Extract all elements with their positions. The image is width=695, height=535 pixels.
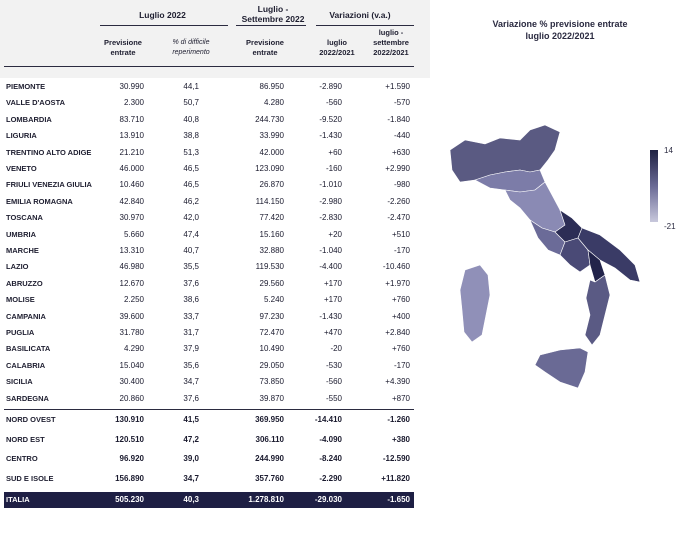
cell-prev-trim: 369.950 (255, 415, 284, 424)
cell-prev-trim: 86.950 (259, 82, 284, 91)
cell-prev-trim: 357.760 (255, 473, 284, 483)
cell-diff: 42,0 (183, 213, 199, 223)
cell-var-lug: -1.010 (319, 180, 342, 190)
cell-prev: 15.040 (119, 360, 144, 370)
cell-prev-trim: 123.090 (255, 164, 284, 173)
cell-var-trim: -980 (393, 180, 410, 190)
cell-prev-trim: 1.278.810 (248, 495, 284, 504)
cell-var-trim: +510 (391, 229, 410, 239)
cell-diff: 44,1 (183, 82, 199, 91)
map-legend-max: 14 (664, 146, 673, 155)
cell-var-trim: -1.650 (387, 495, 410, 504)
region-name: CENTRO (6, 454, 38, 463)
cell-var-trim: -2.260 (387, 196, 410, 206)
cell-diff: 41,5 (183, 415, 199, 424)
region-name: VENETO (6, 164, 37, 173)
cell-prev-trim: 72.470 (259, 328, 284, 337)
region-name: CALABRIA (6, 360, 46, 370)
map-title: Variazione % previsione entrate luglio 2022/2021 (492, 19, 628, 41)
cell-var-trim: -2.470 (387, 213, 410, 223)
cell-var-lug: -14.410 (314, 415, 342, 424)
region-name: TOSCANA (6, 213, 43, 223)
map-region-sicilia (535, 348, 588, 388)
cell-prev-trim: 306.110 (255, 434, 284, 444)
cell-prev: 120.510 (115, 434, 144, 444)
header-luglio-settembre-2022: Luglio - Settembre 2022 (241, 4, 305, 24)
cell-var-lug: -530 (325, 360, 342, 370)
table-separator (4, 409, 414, 410)
cell-prev: 21.210 (119, 147, 144, 157)
cell-var-lug: -1.040 (319, 246, 342, 255)
cell-var-trim: +760 (391, 295, 410, 305)
cell-prev: 30.970 (119, 213, 144, 223)
cell-var-lug: -1.430 (319, 131, 342, 141)
cell-prev: 10.460 (119, 180, 144, 190)
cell-var-lug: -560 (325, 98, 342, 108)
cell-var-trim: -170 (393, 360, 410, 370)
cell-prev: 4.290 (123, 344, 144, 354)
table-row (4, 95, 414, 111)
map-legend-gradient (650, 150, 658, 222)
header-underline-luglio (100, 25, 228, 26)
cell-var-trim: +760 (391, 344, 410, 354)
cell-var-lug: -2.290 (319, 473, 342, 483)
table-total-row (4, 492, 414, 508)
cell-var-trim: +2.840 (385, 328, 410, 337)
table-row (4, 112, 414, 128)
cell-prev-trim: 29.560 (259, 278, 284, 288)
table-row (4, 374, 414, 390)
cell-var-lug: -2.890 (319, 82, 342, 91)
region-name: PIEMONTE (6, 82, 46, 91)
cell-prev-trim: 39.870 (259, 393, 284, 403)
cell-prev: 12.670 (119, 278, 144, 288)
cell-var-lug: -2.980 (319, 196, 342, 206)
cell-var-lug: -4.090 (319, 434, 342, 444)
cell-var-lug: -8.240 (319, 454, 342, 463)
map-region-calabria (585, 275, 610, 345)
table-row (4, 292, 414, 308)
cell-var-lug: -1.430 (319, 311, 342, 321)
region-name: BASILICATA (6, 344, 51, 354)
table-row (4, 79, 414, 95)
cell-diff: 31,7 (183, 328, 199, 337)
cell-prev-trim: 26.870 (259, 180, 284, 190)
table-row (4, 210, 414, 226)
region-name: VALLE D'AOSTA (6, 98, 66, 108)
map-region-sardegna (460, 265, 490, 342)
cell-var-trim: -440 (393, 131, 410, 141)
cell-prev-trim: 33.990 (259, 131, 284, 141)
region-name: LAZIO (6, 262, 29, 272)
region-name: EMILIA ROMAGNA (6, 196, 73, 206)
cell-diff: 33,7 (183, 311, 199, 321)
table-row (4, 309, 414, 325)
cell-prev-trim: 5.240 (263, 295, 284, 305)
cell-diff: 37,6 (183, 278, 199, 288)
cell-prev-trim: 73.850 (259, 377, 284, 387)
table-row (4, 177, 414, 193)
cell-var-trim: -1.260 (387, 415, 410, 424)
table-row (4, 358, 414, 374)
cell-prev-trim: 32.880 (259, 246, 284, 255)
map-legend-min: -21 (664, 222, 676, 231)
region-name: MOLISE (6, 295, 35, 305)
cell-var-trim: +4.390 (385, 377, 410, 387)
table-row (4, 276, 414, 292)
cell-prev: 13.310 (119, 246, 144, 255)
cell-prev: 505.230 (115, 495, 144, 504)
cell-prev: 5.660 (123, 229, 144, 239)
cell-diff: 46,5 (183, 164, 199, 173)
region-name: CAMPANIA (6, 311, 46, 321)
cell-prev: 46.980 (119, 262, 144, 272)
cell-var-lug: +170 (323, 278, 342, 288)
cell-var-trim: +1.970 (385, 278, 410, 288)
table-macro-row (4, 412, 414, 428)
cell-prev: 130.910 (115, 415, 144, 424)
cell-var-trim: +11.820 (381, 473, 410, 483)
table-row (4, 325, 414, 341)
region-name: NORD OVEST (6, 415, 56, 424)
cell-prev-trim: 15.160 (259, 229, 284, 239)
cell-prev: 83.710 (119, 114, 144, 124)
cell-diff: 34,7 (183, 377, 199, 387)
cell-prev-trim: 10.490 (259, 344, 284, 354)
cell-var-trim: -12.590 (382, 454, 410, 463)
cell-diff: 37,6 (183, 393, 199, 403)
cell-diff: 35,6 (183, 360, 199, 370)
cell-prev: 46.000 (119, 164, 144, 173)
region-name: SARDEGNA (6, 393, 49, 403)
header-bottom-rule (4, 66, 414, 67)
region-name: LIGURIA (6, 131, 37, 141)
table-macro-row (4, 451, 414, 467)
cell-diff: 47,2 (183, 434, 199, 444)
cell-prev-trim: 42.000 (259, 147, 284, 157)
cell-prev: 39.600 (119, 311, 144, 321)
cell-var-lug: -160 (325, 164, 342, 173)
region-name: UMBRIA (6, 229, 36, 239)
cell-prev-trim: 244.730 (255, 114, 284, 124)
table-row (4, 341, 414, 357)
region-name: SICILIA (6, 377, 33, 387)
cell-var-trim: +1.590 (385, 82, 410, 91)
region-name: NORD EST (6, 434, 45, 444)
cell-var-trim: -10.460 (382, 262, 410, 272)
cell-var-lug: -2.830 (319, 213, 342, 223)
cell-var-trim: -1.840 (387, 114, 410, 124)
cell-var-lug: -29.030 (314, 495, 342, 504)
region-name: SUD E ISOLE (6, 473, 54, 483)
region-name: FRIULI VENEZIA GIULIA (6, 180, 92, 190)
cell-var-lug: -20 (330, 344, 342, 354)
cell-prev: 13.910 (119, 131, 144, 141)
cell-diff: 40,3 (183, 495, 199, 504)
subheader-previsione-luglio: Previsione entrate (104, 38, 142, 57)
cell-diff: 40,7 (183, 246, 199, 255)
region-name: LOMBARDIA (6, 114, 52, 124)
cell-diff: 34,7 (183, 473, 199, 483)
cell-diff: 46,5 (183, 180, 199, 190)
cell-diff: 37,9 (183, 344, 199, 354)
cell-diff: 38,8 (183, 131, 199, 141)
subheader-previsione-trimestre: Previsione entrate (246, 38, 284, 57)
cell-prev-trim: 119.530 (255, 262, 284, 272)
table-row (4, 145, 414, 161)
cell-var-trim: -570 (393, 98, 410, 108)
region-name: TRENTINO ALTO ADIGE (6, 147, 92, 157)
cell-prev: 96.920 (119, 454, 144, 463)
cell-var-lug: -550 (325, 393, 342, 403)
cell-prev-trim: 29.050 (259, 360, 284, 370)
cell-var-trim: +630 (391, 147, 410, 157)
cell-var-lug: -560 (325, 377, 342, 387)
cell-diff: 50,7 (183, 98, 199, 108)
header-underline-trimestre (236, 25, 306, 26)
cell-prev-trim: 244.990 (255, 454, 284, 463)
cell-diff: 47,4 (183, 229, 199, 239)
cell-var-lug: -4.400 (319, 262, 342, 272)
table-row (4, 194, 414, 210)
cell-var-lug: +470 (323, 328, 342, 337)
subheader-difficile-reperimento: % di difficile reperimento (172, 39, 210, 56)
cell-prev-trim: 114.150 (255, 196, 284, 206)
cell-diff: 51,3 (183, 147, 199, 157)
table-row (4, 259, 414, 275)
cell-prev-trim: 4.280 (263, 98, 284, 108)
region-name: ITALIA (6, 495, 30, 504)
cell-prev: 42.840 (119, 196, 144, 206)
italy-choropleth-map (430, 110, 650, 420)
cell-diff: 46,2 (183, 196, 199, 206)
cell-prev: 20.860 (119, 393, 144, 403)
table-row (4, 161, 414, 177)
cell-prev-trim: 97.230 (259, 311, 284, 321)
cell-var-lug: +170 (323, 295, 342, 305)
cell-prev: 31.780 (119, 328, 144, 337)
cell-var-trim: +400 (391, 311, 410, 321)
cell-diff: 40,8 (183, 114, 199, 124)
cell-diff: 38,6 (183, 295, 199, 305)
cell-diff: 39,0 (183, 454, 199, 463)
table-row (4, 391, 414, 407)
cell-prev: 30.990 (119, 82, 144, 91)
header-underline-variazioni (316, 25, 414, 26)
cell-prev: 156.890 (115, 473, 144, 483)
cell-var-lug: +20 (328, 229, 342, 239)
cell-prev: 30.400 (119, 377, 144, 387)
cell-prev: 2.250 (123, 295, 144, 305)
subheader-var-trimestre: luglio - settembre 2022/2021 (373, 28, 409, 57)
cell-var-trim: +870 (391, 393, 410, 403)
header-luglio-2022: Luglio 2022 (139, 10, 186, 20)
region-name: MARCHE (6, 246, 39, 255)
cell-var-lug: -9.520 (319, 114, 342, 124)
table-macro-row (4, 471, 414, 487)
header-variazioni: Variazioni (v.a.) (329, 10, 391, 20)
subheader-var-luglio: luglio 2022/2021 (319, 38, 355, 57)
cell-prev: 2.300 (123, 98, 144, 108)
cell-var-trim: +380 (391, 434, 410, 444)
region-name: ABRUZZO (6, 278, 43, 288)
table-macro-row (4, 432, 414, 448)
cell-var-trim: -170 (393, 246, 410, 255)
table-row (4, 243, 414, 259)
cell-var-trim: +2.990 (385, 164, 410, 173)
table-row (4, 128, 414, 144)
cell-var-lug: +60 (328, 147, 342, 157)
table-row (4, 227, 414, 243)
region-name: PUGLIA (6, 328, 35, 337)
cell-diff: 35,5 (183, 262, 199, 272)
cell-prev-trim: 77.420 (259, 213, 284, 223)
